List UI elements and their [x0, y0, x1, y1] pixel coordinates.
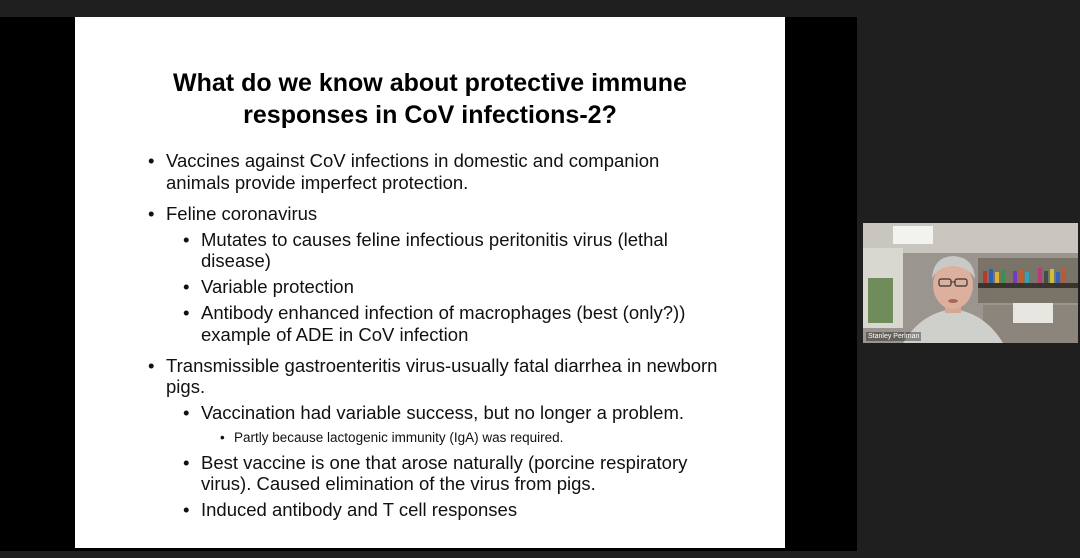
bullet-text: Feline coronavirus: [166, 203, 318, 224]
slide-title: [75, 67, 785, 131]
participant-video-image: [863, 223, 1078, 343]
bullet-item: [183, 402, 684, 424]
bullet-continuation: virus). Caused elimination of the virus from pigs.: [201, 473, 596, 494]
bullet-continuation: example of ADE in CoV infection: [201, 324, 469, 345]
bullet-text: Partly because lactogenic immunity (IgA) was required.: [234, 430, 564, 445]
slide-title-line: What do we know about protective immune: [173, 69, 687, 97]
participant-name-label: Stanley Perlman: [868, 333, 920, 340]
bullet-text: Mutates to causes feline infectious peritonitis virus (lethal: [201, 229, 668, 250]
bullet-dot-icon: •: [183, 499, 190, 520]
bullet-dot-icon: •: [220, 430, 225, 445]
bullet-item: [148, 355, 717, 377]
bullet-dot-icon: •: [148, 203, 155, 224]
presentation-slide: [75, 17, 785, 548]
bullet-item: [220, 430, 563, 446]
bullet-text: Antibody enhanced infection of macrophages (best (only?)): [201, 302, 686, 323]
bullet-text: Vaccines against CoV infections in domestic and companion: [166, 150, 660, 171]
bullet-text: Variable protection: [201, 276, 354, 297]
bullet-dot-icon: •: [183, 302, 190, 323]
bullet-dot-icon: •: [183, 402, 190, 423]
bullet-dot-icon: •: [183, 452, 190, 473]
bullet-continuation: animals provide imperfect protection.: [166, 172, 469, 193]
bullet-item: [148, 150, 659, 172]
bullet-item: [183, 229, 668, 251]
bullet-dot-icon: •: [183, 229, 190, 250]
bullet-text: Best vaccine is one that arose naturally (porcine respiratory: [201, 452, 688, 473]
bullet-dot-icon: •: [148, 355, 155, 376]
bullet-item: [148, 203, 317, 225]
bullet-item: [183, 499, 517, 521]
bullet-continuation: disease): [201, 250, 271, 271]
bullet-dot-icon: •: [148, 150, 155, 171]
slide-title-line: responses in CoV infections-2?: [243, 101, 617, 129]
bullet-item: [183, 276, 354, 298]
bullet-text: Induced antibody and T cell responses: [201, 499, 518, 520]
bullet-continuation: pigs.: [166, 376, 206, 397]
participant-video-tile[interactable]: [863, 223, 1078, 343]
bullet-item: [183, 452, 687, 474]
bullet-item: [183, 302, 685, 324]
bullet-text: Vaccination had variable success, but no longer a problem.: [201, 402, 684, 423]
bullet-dot-icon: •: [183, 276, 190, 297]
bullet-text: Transmissible gastroenteritis virus-usually fatal diarrhea in newborn: [166, 355, 718, 376]
